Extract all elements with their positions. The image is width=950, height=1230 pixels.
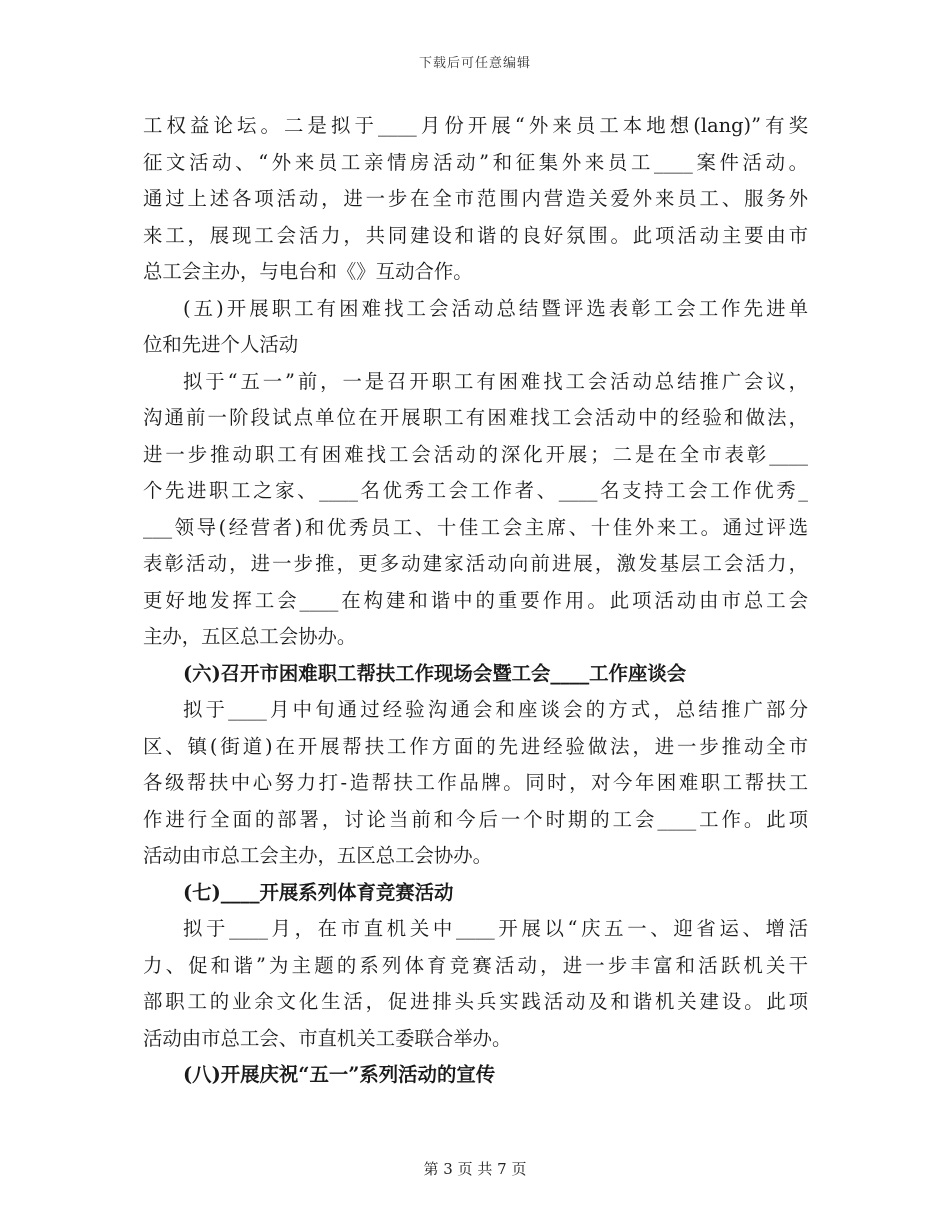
paragraph-line: 区、镇(街道)在开展帮扶工作方面的先进经验做法，进一步推动全市 (143, 734, 808, 758)
paragraph-line: 工权益论坛。二是拟于____月份开展“外来员工本地想(lang)”有奖 (143, 114, 808, 137)
paragraph-line: (五)开展职工有困难找工会活动总结暨评选表彰工会工作先进单 (183, 296, 808, 320)
paragraph-line: 活动由市总工会、市直机关工委联合举办。 (143, 1026, 512, 1050)
page-header: 下载后可任意编辑 (418, 56, 531, 71)
paragraph-line: 部职工的业余文化生活，促进排头兵实践活动及和谐机关建设。此项 (143, 990, 808, 1013)
paragraph-line: 表彰活动，进一步推，更多动建家活动向前进展，激发基层工会活力， (143, 552, 808, 575)
section-heading-line: (八)开展庆祝“五一”系列活动的宣传 (183, 1063, 496, 1086)
paragraph-line: 来工，展现工会活力，共同建设和谐的良好氛围。此项活动主要由市 (143, 223, 808, 247)
section-heading-line: (七)____开展系列体育竞赛活动 (183, 880, 454, 904)
paragraph-line: 通过上述各项活动，进一步在全市范围内营造关爱外来员工、服务外 (143, 187, 808, 210)
paragraph-line: 拟于____月，在市直机关中____开展以“庆五一、迎省运、增活 (183, 917, 808, 940)
page-footer: 第 3 页 共 7 页 (423, 1160, 527, 1178)
paragraph-line: ___领导(经营者)和优秀员工、十佳工会主席、十佳外来工。通过评选 (143, 515, 808, 539)
paragraph-line: 拟于“五一”前，一是召开职工有困难找工会活动总结推广会议， (183, 369, 808, 393)
paragraph-line: 作进行全面的部署，讨论当前和今后一个时期的工会____工作。此项 (143, 807, 808, 831)
paragraph-line: 总工会主办，与电台和《》互动合作。 (143, 260, 473, 283)
section-heading-line: (六)召开市困难职工帮扶工作现场会暨工会____工作座谈会 (183, 661, 687, 685)
paragraph-line: 个先进职工之家、____名优秀工会工作者、____名支持工会工作优秀_ (143, 479, 808, 502)
paragraph-line: 力、促和谐”为主题的系列体育竞赛活动，进一步丰富和活跃机关干 (143, 953, 808, 977)
paragraph-line: 进一步推动职工有困难找工会活动的深化开展；二是在全市表彰____ (143, 442, 808, 466)
document-body (143, 108, 808, 1094)
paragraph-line: 活动由市总工会主办，五区总工会协办。 (143, 844, 493, 867)
paragraph-line: 位和先进个人活动 (143, 333, 299, 356)
paragraph-line: 拟于____月中旬通过经验沟通会和座谈会的方式，总结推广部分 (183, 698, 808, 721)
paragraph-line: 各级帮扶中心努力打-造帮扶工作品牌。同时，对今年困难职工帮扶工 (143, 771, 808, 794)
paragraph-line: 沟通前一阶段试点单位在开展职工有困难找工会活动中的经验和做法， (143, 406, 808, 429)
paragraph-line: 更好地发挥工会____在构建和谐中的重要作用。此项活动由市总工会 (143, 588, 808, 612)
paragraph-line: 征文活动、“外来员工亲情房活动”和征集外来员工____案件活动。 (143, 150, 808, 174)
paragraph-line: 主办，五区总工会协办。 (143, 625, 357, 648)
